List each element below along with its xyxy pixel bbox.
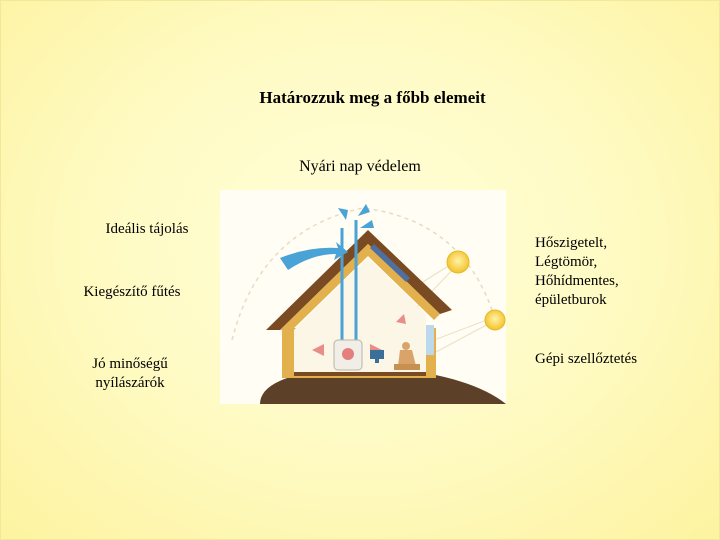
label-quality-windows-line2: nyílászárók <box>95 375 165 391</box>
slide-title: Határozzuk meg a főbb elemeit <box>259 88 486 107</box>
label-ideal-orientation-text: Ideális tájolás <box>105 221 189 237</box>
label-envelope-line2: Légtömör, <box>535 254 598 270</box>
floor-line <box>294 372 426 376</box>
sun-icon <box>447 251 469 273</box>
sun-icon <box>485 310 505 330</box>
passive-house-illustration <box>220 190 506 404</box>
label-envelope-line3: Hőhídmentes, <box>535 273 619 289</box>
label-mechanical-ventilation <box>535 350 685 369</box>
window-icon <box>426 325 434 355</box>
ventilation-unit-icon <box>334 340 362 370</box>
label-building-envelope <box>535 234 675 310</box>
label-quality-windows-line1: Jó minőségű <box>92 356 168 372</box>
label-ideal-orientation <box>92 220 202 239</box>
label-mechanical-ventilation-text: Gépi szellőztetés <box>535 351 638 367</box>
label-supplementary-heating-text: Kiegészítő fűtés <box>83 284 181 300</box>
label-envelope-line1: Hőszigetelt, <box>535 235 608 251</box>
slide-subtitle: Nyári nap védelem <box>299 158 421 175</box>
label-quality-windows <box>75 355 185 393</box>
label-envelope-line4: épületburok <box>535 292 607 308</box>
label-supplementary-heating <box>62 283 202 302</box>
